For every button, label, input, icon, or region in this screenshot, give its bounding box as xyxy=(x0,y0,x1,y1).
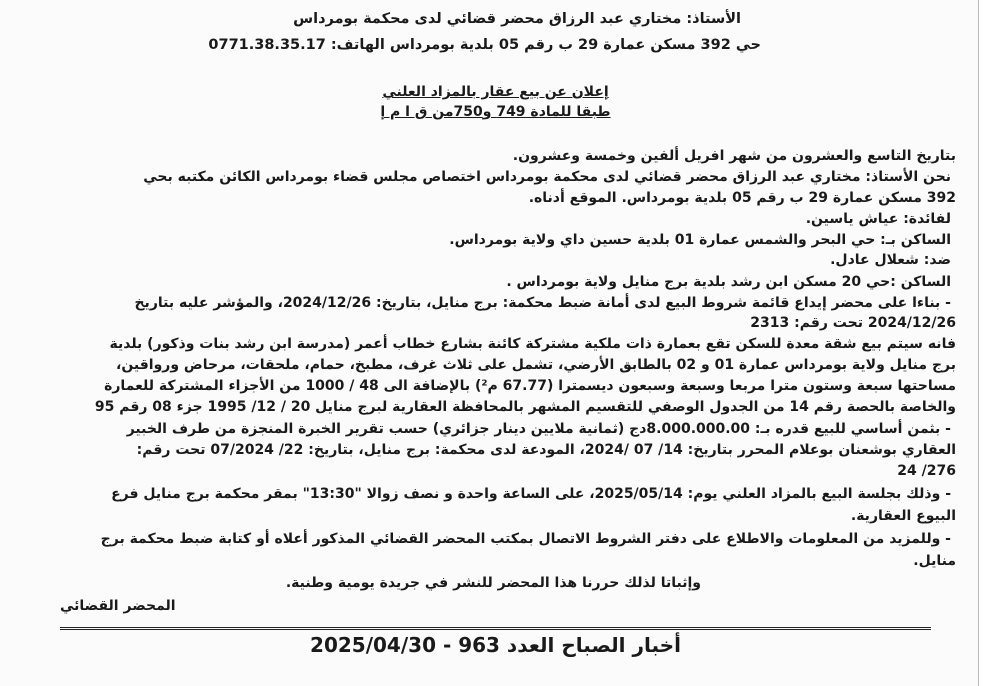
property-description-4: والخاصة بالحصة رقم 14 من الجدول الوصفي للتقسيم المشهر بالمحافظة العقارية لبرج منايل 20 / 12/ 1995 جزء 08 رقم 95 xyxy=(94,399,956,415)
notice-date: بتاريخ التاسع والعشرون من شهر افريل ألفين وخمسة وعشرون. xyxy=(512,148,956,164)
base-price-1: - بثمن أساسي للبيع قدره بـ: 8.000.000.00دج (ثمانية ملايين دينار جزائري) حسب تقرير الخبرة المنجزة من طرف الخبير xyxy=(126,421,951,437)
auction-session-2: البيوع العقارية. xyxy=(850,508,956,524)
property-description-1: فانه سيتم بيع شقة معدة للسكن تقع بعمارة ذات ملكية مشتركة كائنة بشارع خطاب أعمر (مدرسة ابن رشد بنات وذكور) بلدية xyxy=(109,336,956,352)
notice-title: إعلان عن بيع عقار بالمزاد العلني xyxy=(382,84,609,100)
signature-label: المحضر القضائي xyxy=(60,598,176,614)
footer-divider xyxy=(60,627,931,630)
more-info-2: منايل. xyxy=(913,553,956,569)
deposit-reference-1: - بناءا على محضر إيداع قائمة شروط البيع لدى أمانة ضبط محكمة: برج منايل، بتاريخ: 2024/12/26، والمؤشر عليه بتاريخ xyxy=(134,295,951,311)
newspaper-footer: أخبار الصباح العدد 963 - 2025/04/30 xyxy=(310,633,681,657)
property-description-3: مساحتها سبعة وستون مترا مربعا وسبعة وسبعون ديسمترا (67.77 م²) بالإضافة الى 48 / 1000 من الأجزاء المشتركة للعمارة xyxy=(104,378,956,394)
base-price-2: العقاري بوشعنان بوعلام المحرر بتاريخ: 14/ 07 /2024، المودعة لدى محكمة: برج منايل، بتاريخ: 22/ 07/2024 تحت رقم: xyxy=(136,442,956,458)
bailiff-intro-1: نحن الأستاذ: مختاري عبد الرزاق محضر قضائي لدى محكمة بومرداس اختصاص مجلس قضاء بومرداس الكائن مكتبه بحي xyxy=(143,169,951,185)
notice-subtitle: طبقا للمادة 749 و750من ق ا م إ xyxy=(380,104,611,120)
bailiff-name: الأستاذ: مختاري عبد الرزاق محضر قضائي لدى محكمة بومرداس xyxy=(293,11,741,27)
closing-statement: وإثباتا لذلك حررنا هذا المحضر للنشر في جريدة يومية وطنية. xyxy=(285,575,701,591)
bailiff-intro-2: 392 مسكن عمارة 29 ب رقم 05 بلدية بومرداس. الموقع أدناه. xyxy=(528,190,956,206)
property-description-2: برج منايل ولاية بومرداس عمارة 01 و 02 بالطابق الأرضي، تشمل على ثلاث غرف، مطبخ، حمام، ملحقات، مرحاض ورواقين، xyxy=(116,357,956,373)
more-info-1: - وللمزيد من المعلومات والاطلاع على دفتر الشروط الاتصال بمكتب المحضر القضائي المذكور أعلاه أو كتابة ضبط محكمة برج xyxy=(100,531,951,547)
auction-session-1: - وذلك بجلسة البيع بالمزاد العلني يوم: 2025/05/14، على الساعة واحدة و نصف زوالا "13:30" بمقر محكمة برج منايل فرع xyxy=(111,486,951,502)
deposit-reference-2: 2024/12/26 تحت رقم: 2313 xyxy=(750,315,956,331)
beneficiary-address: الساكن بـ: حي البحر والشمس عمارة 01 بلدية حسين داي ولاية بومرداس. xyxy=(449,232,951,248)
page-edge xyxy=(978,0,991,686)
beneficiary: لفائدة: عياش ياسين. xyxy=(805,211,951,227)
defendant-address: الساكن :حي 20 مسكن ابن رشد بلدية برج منايل ولاية بومرداس . xyxy=(506,274,951,290)
bailiff-address: حي 392 مسكن عمارة 29 ب رقم 05 بلدية بومرداس الهاتف: 0771.38.35.17 xyxy=(208,37,761,53)
defendant: ضد: شعلال عادل. xyxy=(830,252,951,268)
base-price-3: 276/ 24 xyxy=(897,463,956,479)
